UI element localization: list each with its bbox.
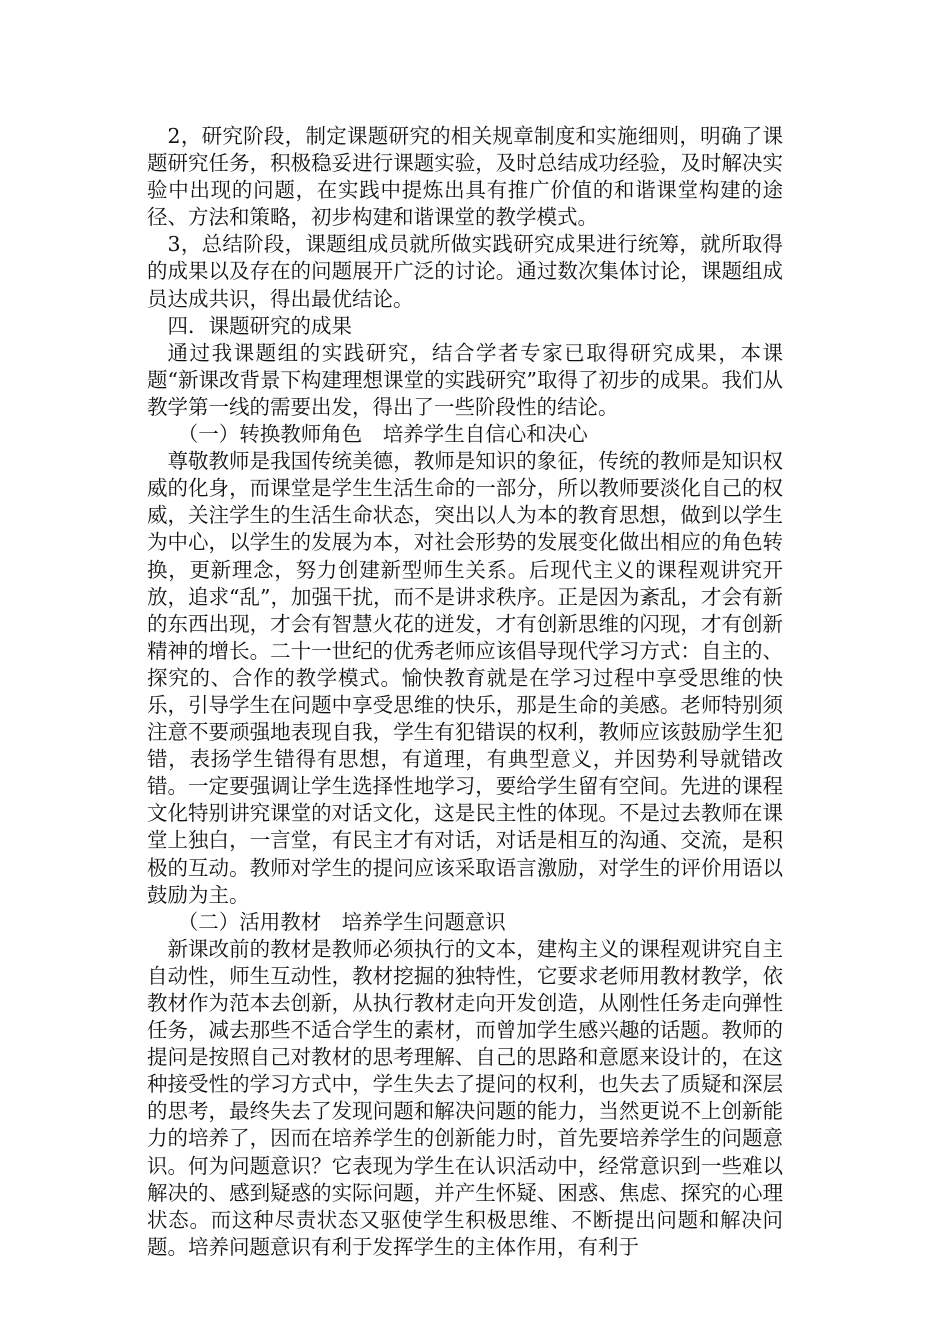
paragraph-summary-stage: 3，总结阶段，课题组成员就所做实践研究成果进行统筹，就所取得的成果以及存在的问题展开广泛的讨论。通过数次集体讨论，课题组成员达成共识，得出最优结论。 bbox=[147, 232, 783, 311]
paragraph-research-stage: 2，研究阶段，制定课题研究的相关规章制度和实施细则，明确了课题研究任务，积极稳妥进行课题实验，及时总结成功经验，及时解决实验中出现的问题，在实践中提炼出具有推广价值的和谐课堂构建的途径、方法和策略，初步构建和谐课堂的教学模式。 bbox=[147, 124, 783, 230]
subheading-teacher-role: （一）转换教师角色 培养学生自信心和决心 bbox=[177, 422, 588, 447]
paragraph-textbook-use: 新课改前的教材是教师必须执行的文本，建构主义的课程观讲究自主自动性，师生互动性，教材挖掘的独特性，它要求老师用教材教学，依教材作为范本去创新，从执行教材走向开发创造，从刚性任务走向弹性任务，减去那些不适合学生的素材，而曾加学生感兴趣的话题。教师的提问是按照自己对教材的思考理解、自己的思路和意愿来设计的，在这种接受性的学习方式中，学生失去了提问的权利，也失去了质疑和深层的思考，最终失去了发现问题和解决问题的能力，当然更说不上创新能力的培养了，因而在培养学生的创新能力时，首先要培养学生的问题意识。何为问题意识？它表现为学生在认识活动中，经常意识到一些难以解决的、感到疑惑的实际问题，并产生怀疑、困惑、焦虑、探究的心理状态。而这种尽责状态又驱使学生积极思维、不断提出问题和解决问题。培养问题意识有利于发挥学生的主体作用，有利于 bbox=[147, 936, 783, 1259]
subheading-textbook-use: （二）活用教材 培养学生问题意识 bbox=[177, 909, 506, 934]
document-body bbox=[147, 123, 783, 1261]
paragraph-results-intro: 通过我课题组的实践研究，结合学者专家已取得研究成果，本课题“新课改背景下构建理想课堂的实践研究”取得了初步的成果。我们从教学第一线的需要出发，得出了一些阶段性的结论。 bbox=[147, 340, 783, 419]
paragraph-teacher-role: 尊敬教师是我国传统美德，教师是知识的象征，传统的教师是知识权威的化身，而课堂是学生生活生命的一部分，所以教师要淡化自己的权威，关注学生的生活生命状态，突出以人为本的教育思想，做到以学生为中心，以学生的发展为本，对社会形势的发展变化做出相应的角色转换，更新理念，努力创建新型师生关系。后现代主义的课程观讲究开放，追求“乱”，加强干扰，而不是讲求秩序。正是因为紊乱，才会有新的东西出现，才会有智慧火花的迸发，才有创新思维的闪现，才有创新精神的增长。二十一世纪的优秀老师应该倡导现代学习方式：自主的、探究的、合作的教学模式。愉快教育就是在学习过程中享受思维的快乐，引导学生在问题中享受思维的快乐，那是生命的美感。老师特别须注意不要顽强地表现自我，学生有犯错误的权利，教师应该鼓励学生犯错，表扬学生错得有思想，有道理，有典型意义，并因势利导就错改错。一定要强调让学生选择性地学习，要给学生留有空间。先进的课程文化特别讲究课堂的对话文化，这是民主性的体现。不是过去教师在课堂上独白，一言堂，有民主才有对话，对话是相互的沟通、交流，是积极的互动。教师对学生的提问应该采取语言激励，对学生的评价用语以鼓励为主。 bbox=[147, 449, 783, 907]
section-heading-results: 四．课题研究的成果 bbox=[167, 313, 352, 338]
